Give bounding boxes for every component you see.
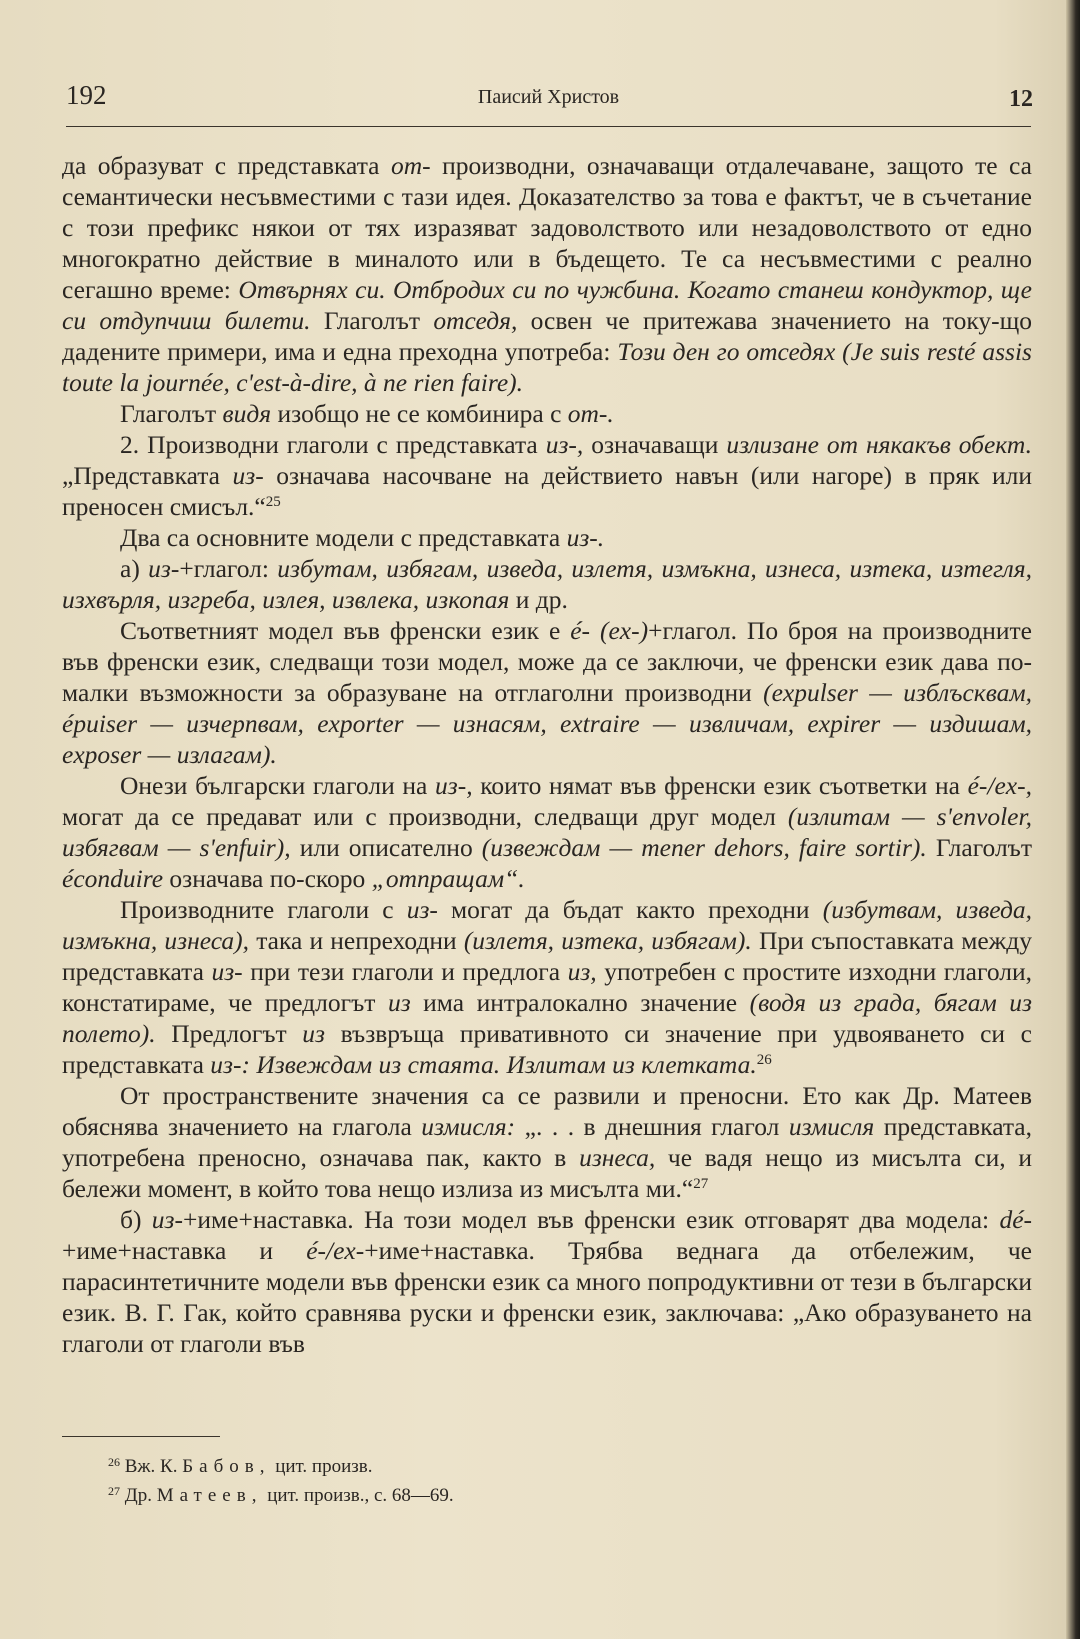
italic-run: из- [148,554,180,583]
text-run: означава насочване на действието навън (или нагоре) в пряк или преносен смисъл.“ [62,461,1032,521]
text-run: изобщо не се комбинира с [271,399,568,428]
italic-run: из-, [545,430,584,459]
text-run: представката, употребена преносно, означава пак, както в [62,1112,1033,1172]
text-run: 2. Производни глаголи с представката [120,430,546,459]
text-run: че вадя нещо из мисълта си, и бележи момент, в който това нещо излиза из мисълта ми.“ [62,1143,1032,1203]
paragraph-5 [62,553,1032,615]
text-run: освен че притежава значението на току-що дадените примери, има и една преходна употреба: [62,306,1032,366]
text-run: От пространствените значения са се развили и преносни. Ето как Др. Матеев обяснява значението на глагола [62,1081,1032,1141]
italic-run: (излитам — s'envoler, избягвам — s'enfuir), [62,802,1032,862]
verb-examples: избутам, избягам, изведа, излетя, измъкна, изнеса, изтека, изтегля, изхвърля, изгреба, излея, извлека, изкопая [62,554,1033,614]
footnote-26 [108,1452,1008,1481]
footnote-ref[interactable]: 25 [265,494,281,510]
italic-run: от-. [567,399,614,428]
italic-run: (излетя, изтека, избягам). [463,926,752,955]
text-run: и др. [509,585,568,614]
footnote-number: 26 [108,1455,120,1469]
footnotes [108,1452,1008,1510]
text-run: +име+наставка. На този модел във френски език отговарят два модела: [183,1205,1000,1234]
text-run: които нямат във френски език съответки на [472,771,968,800]
text-run: „Представката [62,461,233,490]
italic-run: dé- [999,1205,1032,1234]
italic-run: é-/ex- [306,1236,365,1265]
paragraph-8 [62,894,1032,1080]
text-run: +глагол: [179,554,278,583]
text-run: Производните глаголи с [120,895,407,924]
text-run: да образуват с представката [62,151,391,180]
paragraph-9 [62,1080,1032,1204]
italic-run: из- [151,1205,183,1234]
italic-run: от- [390,151,431,180]
footnote-author: Матеев, [156,1485,263,1506]
italic-run: é- (ex-) [570,616,649,645]
paragraph-10 [62,1204,1032,1359]
text-run: така и непреходни [249,926,464,955]
example-sentences: Извеждам из стаята. Излитам из клетката. [256,1050,757,1079]
text-run: „. . . в днешния глагол [515,1112,789,1141]
italic-run: из- [232,461,264,490]
text-run: при тези глаголи и предлога [242,957,568,986]
text-run: Глаголът [120,399,223,428]
text-run: означава по-скоро [163,864,372,893]
italic-run: из [387,988,411,1017]
footnote-ref[interactable]: 27 [693,1176,709,1192]
text-run: Онези български глаголи на [120,771,436,800]
italic-run: „отпращам“. [371,864,525,893]
page-header [66,80,1031,127]
running-title: Паисий Христов [477,86,620,108]
example-sentences: Този ден го отседях (Je suis resté assis toute la journée, c'est-à-dire, à ne rien faire). [62,337,1032,397]
italic-run: измисля [788,1112,875,1141]
text-run: или описателно [290,833,482,862]
italic-run: излизане от някакъв обект. [726,430,1033,459]
margin-mark: 12 [1009,86,1033,112]
footnote-rule [62,1436,220,1437]
footnote-text: цит. произв., с. 68—69. [262,1485,454,1506]
text-run: употребен с простите изходни глаголи, констатираме, че предлогът [62,957,1032,1017]
paragraph-3 [62,429,1032,522]
italic-run: из [302,1019,325,1048]
text-run: Съответният модел във френски език е [120,616,571,645]
footnote-text: цит. произв. [270,1456,373,1477]
italic-run: (водя из града, бягам из полето). [62,988,1032,1048]
text-run: При съпоставката между представката [62,926,1032,986]
italic-run: из-. [566,523,605,552]
italic-run: измисля: [421,1112,516,1141]
italic-run: из-: [210,1050,250,1079]
text-run: означаващи [583,430,727,459]
text-run: +име+наставка и [62,1236,307,1265]
text-run: производни, означаващи отдалечаване, защото те са семантически несъвместими с тази идея. Доказателство за това е фактът, че в съчетание с този префикс някои от тях изразяват задоволството или незадоволството от едно многократно действие в миналото или в бъдещето. Те са несъвместими с реално сегашно време: [62,151,1032,304]
page-edge-shadow [1066,0,1080,1639]
italic-run: видя [222,399,272,428]
italic-run: отседя, [433,306,518,335]
paragraph-6 [62,615,1032,770]
italic-run: (извеждам — mener dehors, faire sortir). [481,833,927,862]
paragraph-4 [62,522,1032,553]
text-run: Два са основните модели с представката [120,523,567,552]
text-run: могат да се предават или с производни, следващи друг модел [62,802,788,831]
paragraph-1 [62,150,1032,398]
italic-run: из- [406,895,438,924]
text-run: а) [120,554,149,583]
italic-run: изнеса, [579,1143,656,1172]
italic-run: из- [211,957,243,986]
body-text [62,150,1032,1359]
text-run: +глагол. По броя на производните във френски език, следващи този модел, може да се заключи, че френски език дава по-малки възможности за образуване на отглаголни производни [62,616,1033,707]
italic-run: é-/ex-, [967,771,1032,800]
example-sentences: Отвърнях си. Отбродих си по чужбина. Когато станеш кондуктор, ще си отдупчиш билети. [62,275,1033,335]
text-run: +име+наставка. Трябва веднага да отбележим, че парасинтетичните модели във френски език са много попродуктивни от тези в български език. В. Г. Гак, който сравнява руски и френски език, заключава: „Ако образуването на глаголи от глаголи във [62,1236,1032,1358]
text-run: Глаголът [310,306,434,335]
italic-run: из, [567,957,597,986]
footnote-27 [108,1481,1008,1510]
italic-run: (избутвам, изведа, измъкна, изнеса), [62,895,1032,955]
text-run: Предлогът [155,1019,303,1048]
italic-run: éconduire [62,864,164,893]
footnote-text: Вж. К. [124,1456,183,1477]
paragraph-7 [62,770,1032,894]
text-run: б) [120,1205,152,1234]
text-run: Глаголът [926,833,1033,862]
footnote-ref[interactable]: 26 [756,1052,772,1068]
text-run: има интралокално значение [410,988,750,1017]
paragraph-2 [62,398,1032,429]
page-number: 192 [66,80,107,110]
footnote-text: Др. [124,1485,157,1506]
verb-examples: (expulser — изблъсквам, épuiser — изчерпвам, exporter — изнасям, extraire — извличам, expirer — издишам, exposer — излагам). [62,678,1032,769]
text-run: възвръща привативното си значение при удвояването си с представката [62,1019,1033,1079]
italic-run: из-, [435,771,473,800]
footnote-author: Бабов, [182,1456,271,1477]
text-run: могат да бъдат както преходни [437,895,823,924]
footnote-number: 27 [108,1484,120,1498]
